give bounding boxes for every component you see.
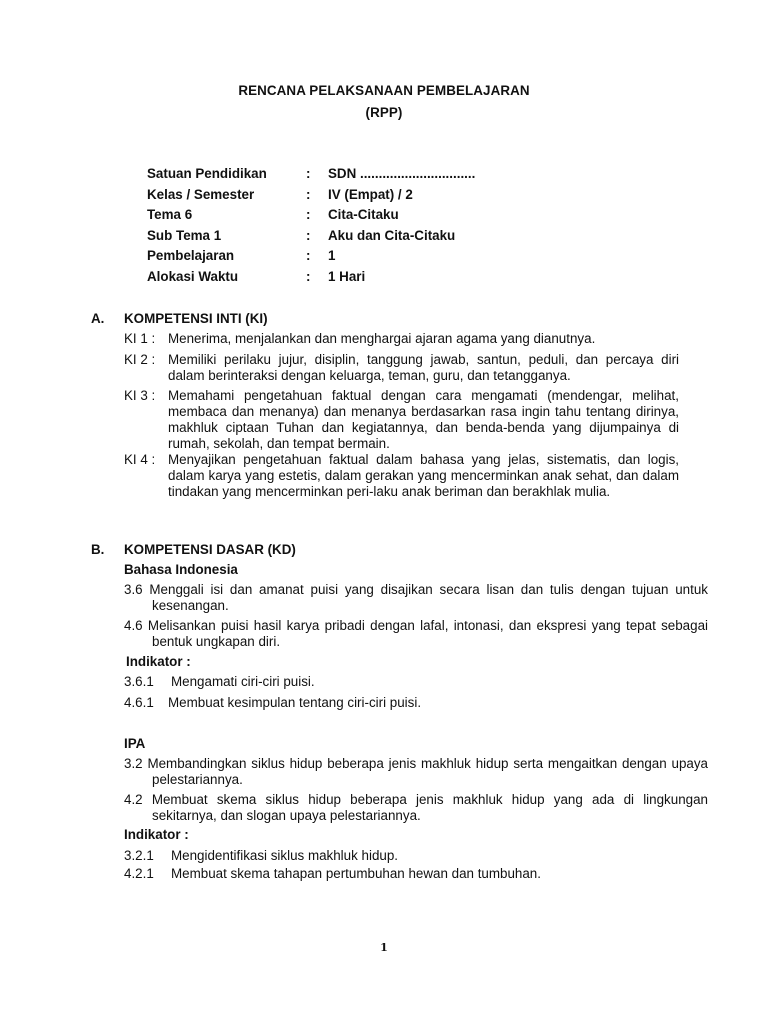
indikator-text: Mengamati ciri-ciri puisi. [171, 674, 315, 689]
info-label: Pembelajaran [147, 248, 235, 264]
info-row [147, 228, 567, 249]
subject-heading: Bahasa Indonesia [124, 562, 238, 577]
ki-label: KI 2 : [124, 352, 156, 367]
kd-item: 4.2 Membuat skema siklus hidup beberapa jenis makhluk hidup yang ada di lingkungan sekitarnya, dan slogan upaya pelestariannya. [124, 792, 708, 823]
ki-text: Memiliki perilaku jujur, disiplin, tanggung jawab, santun, peduli, dan percaya diri dalam berinteraksi dengan keluarga, teman, guru, dan tetangganya. [168, 352, 679, 383]
info-colon: : [306, 227, 311, 243]
info-value: Aku dan Cita-Citaku [328, 227, 456, 243]
document-subtitle: (RPP) [365, 105, 403, 120]
info-label: Satuan Pendidikan [147, 166, 267, 181]
indikator-item [124, 866, 541, 882]
indikator-text: Membuat skema tahapan pertumbuhan hewan dan tumbuhan. [171, 866, 541, 881]
section-a-letter: A. [91, 311, 105, 326]
info-label: Sub Tema 1 [147, 227, 222, 243]
ki-item [124, 388, 679, 452]
info-row [147, 269, 567, 290]
info-row [147, 166, 567, 187]
ki-text: Menyajikan pengetahuan faktual dalam bahasa yang jelas, sistematis, dan logis, dalam karya yang estetis, dalam gerakan yang mencerminkan anak sehat, dan dalam tindakan yang mencerminkan peri-laku anak beriman dan berakhlak mulia. [168, 452, 679, 499]
ki-label: KI 3 : [124, 388, 156, 403]
indikator-text: Mengidentifikasi siklus makhluk hidup. [171, 848, 399, 863]
kd-item: 3.6 Menggali isi dan amanat puisi yang disajikan secara lisan dan tulis dengan tujuan untuk kesenangan. [124, 582, 708, 613]
ki-label: KI 1 : [124, 331, 156, 346]
ki-text: Menerima, menjalankan dan menghargai ajaran agama yang dianutnya. [168, 331, 596, 346]
info-label: Kelas / Semester [147, 186, 255, 202]
subject-heading: IPA [124, 736, 146, 751]
document-title: RENCANA PELAKSANAAN PEMBELAJARAN [238, 83, 530, 98]
info-value: Cita-Citaku [328, 207, 399, 223]
info-value: IV (Empat) / 2 [328, 186, 413, 202]
info-row [147, 248, 567, 269]
ki-item [124, 452, 679, 500]
indikator-number: 4.2.1 [124, 866, 154, 881]
kd-item: 4.6 Melisankan puisi hasil karya pribadi dengan lafal, intonasi, dan ekspresi yang tepat sebagai bentuk ungkapan diri. [124, 618, 708, 649]
info-colon: : [306, 186, 311, 202]
identity-table [147, 166, 567, 290]
info-colon: : [306, 268, 311, 284]
kd-item: 3.2 Membandingkan siklus hidup beberapa jenis makhluk hidup serta mengaitkan dengan upaya pelestariannya. [124, 756, 708, 787]
info-value: 1 [328, 248, 336, 264]
page-number: 1 [380, 941, 388, 954]
ki-item [124, 331, 679, 347]
info-value: 1 Hari [328, 268, 366, 284]
section-a-title: KOMPETENSI INTI (KI) [124, 311, 268, 326]
indikator-number: 3.6.1 [124, 674, 154, 689]
indikator-item [124, 674, 315, 690]
info-value: SDN ............................... [328, 166, 476, 181]
info-colon: : [306, 248, 311, 264]
indikator-heading: Indikator : [124, 827, 189, 842]
ki-item [124, 352, 679, 384]
ki-label: KI 4 : [124, 452, 156, 467]
section-b-letter: B. [91, 542, 105, 557]
section-b-title: KOMPETENSI DASAR (KD) [124, 542, 296, 557]
indikator-text: Membuat kesimpulan tentang ciri-ciri puisi. [168, 695, 422, 710]
indikator-number: 3.2.1 [124, 848, 154, 863]
info-row [147, 187, 567, 208]
info-label: Alokasi Waktu [147, 268, 239, 284]
indikator-heading: Indikator : [126, 654, 191, 669]
info-colon: : [306, 207, 311, 223]
indikator-number: 4.6.1 [124, 695, 154, 710]
indikator-item [124, 695, 421, 711]
info-row [147, 207, 567, 228]
info-label: Tema 6 [147, 207, 193, 223]
indikator-item [124, 848, 398, 864]
ki-text: Memahami pengetahuan faktual dengan cara mengamati (mendengar, melihat, membaca dan menanya) dan menanya berdasarkan rasa ingin tahu tentang dirinya, makhluk ciptaan Tuhan dan kegiatannya, dan benda-benda yang dijumpainya di rumah, sekolah, dan tempat bermain. [168, 388, 679, 451]
info-colon: : [306, 166, 311, 181]
